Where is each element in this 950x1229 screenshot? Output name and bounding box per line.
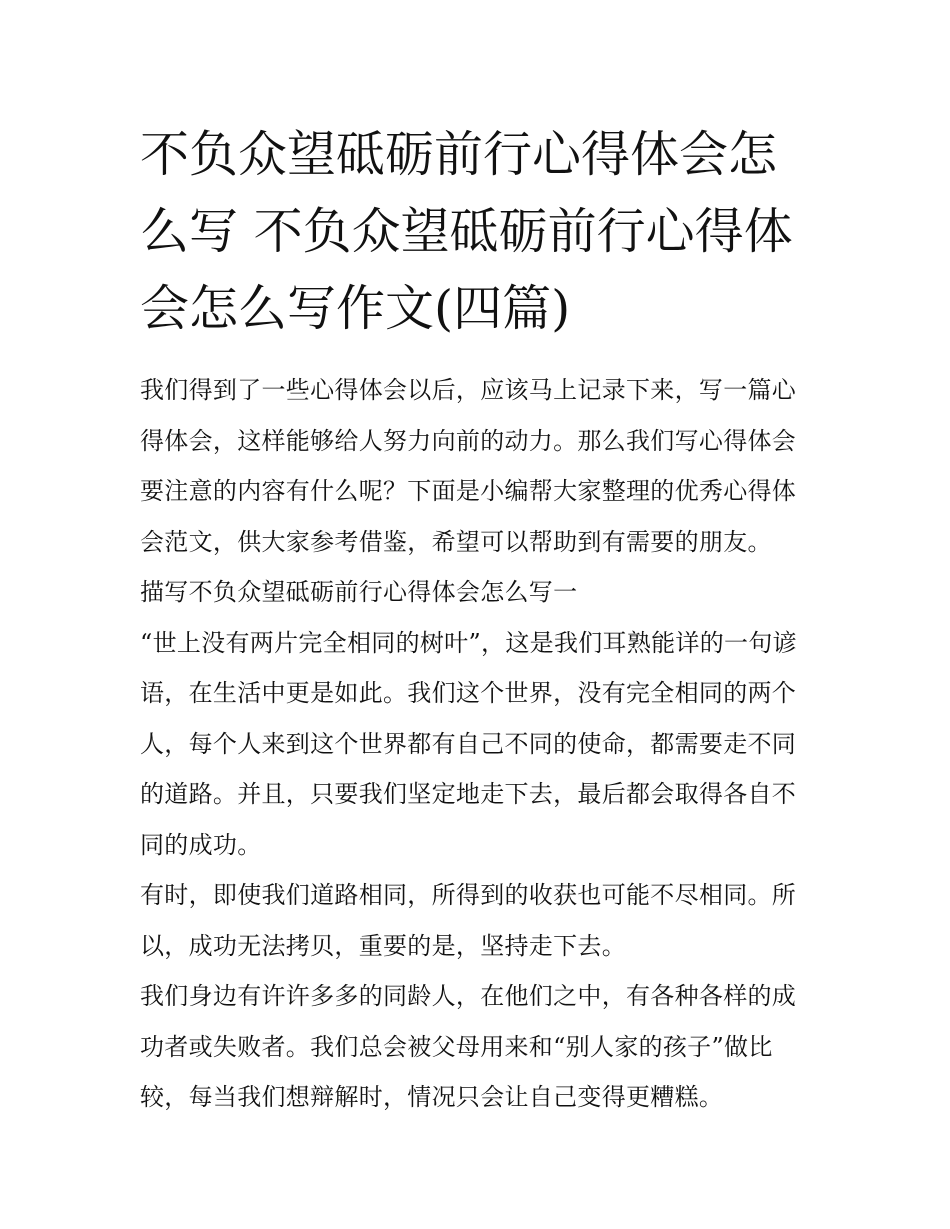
body-paragraph: 我们身边有许许多多的同龄人，在他们之中，有各种各样的成功者或失败者。我们总会被父母用来和“别人家的孩子”做比较，每当我们想辩解时，情况只会让自己变得更糟糕。 <box>140 982 797 1111</box>
document-title: 不负众望砥砺前行心得体会怎么写 不负众望砥砺前行心得体会怎么写作文(四篇) <box>140 126 793 337</box>
body-paragraph: “世上没有两片完全相同的树叶”，这是我们耳熟能详的一句谚语，在生活中更是如此。我们这个世界，没有完全相同的两个人，每个人来到这个世界都有自己不同的使命，都需要走不同的道路。并且，只要我们坚定地走下去，最后都会取得各自不同的成功。 <box>140 628 797 859</box>
intro-paragraph: 我们得到了一些心得体会以后，应该马上记录下来，写一篇心得体会，这样能够给人努力向前的动力。那么我们写心得体会要注意的内容有什么呢？下面是小编帮大家整理的优秀心得体会范文，供大家参考借鉴，希望可以帮助到有需要的朋友。 <box>140 376 797 556</box>
body-paragraph: 有时，即使我们道路相同，所得到的收获也可能不尽相同。所以，成功无法拷贝，重要的是，坚持走下去。 <box>140 881 797 960</box>
document-body <box>140 116 820 1123</box>
section-heading: 描写不负众望砥砺前行心得体会怎么写一 <box>140 578 578 606</box>
